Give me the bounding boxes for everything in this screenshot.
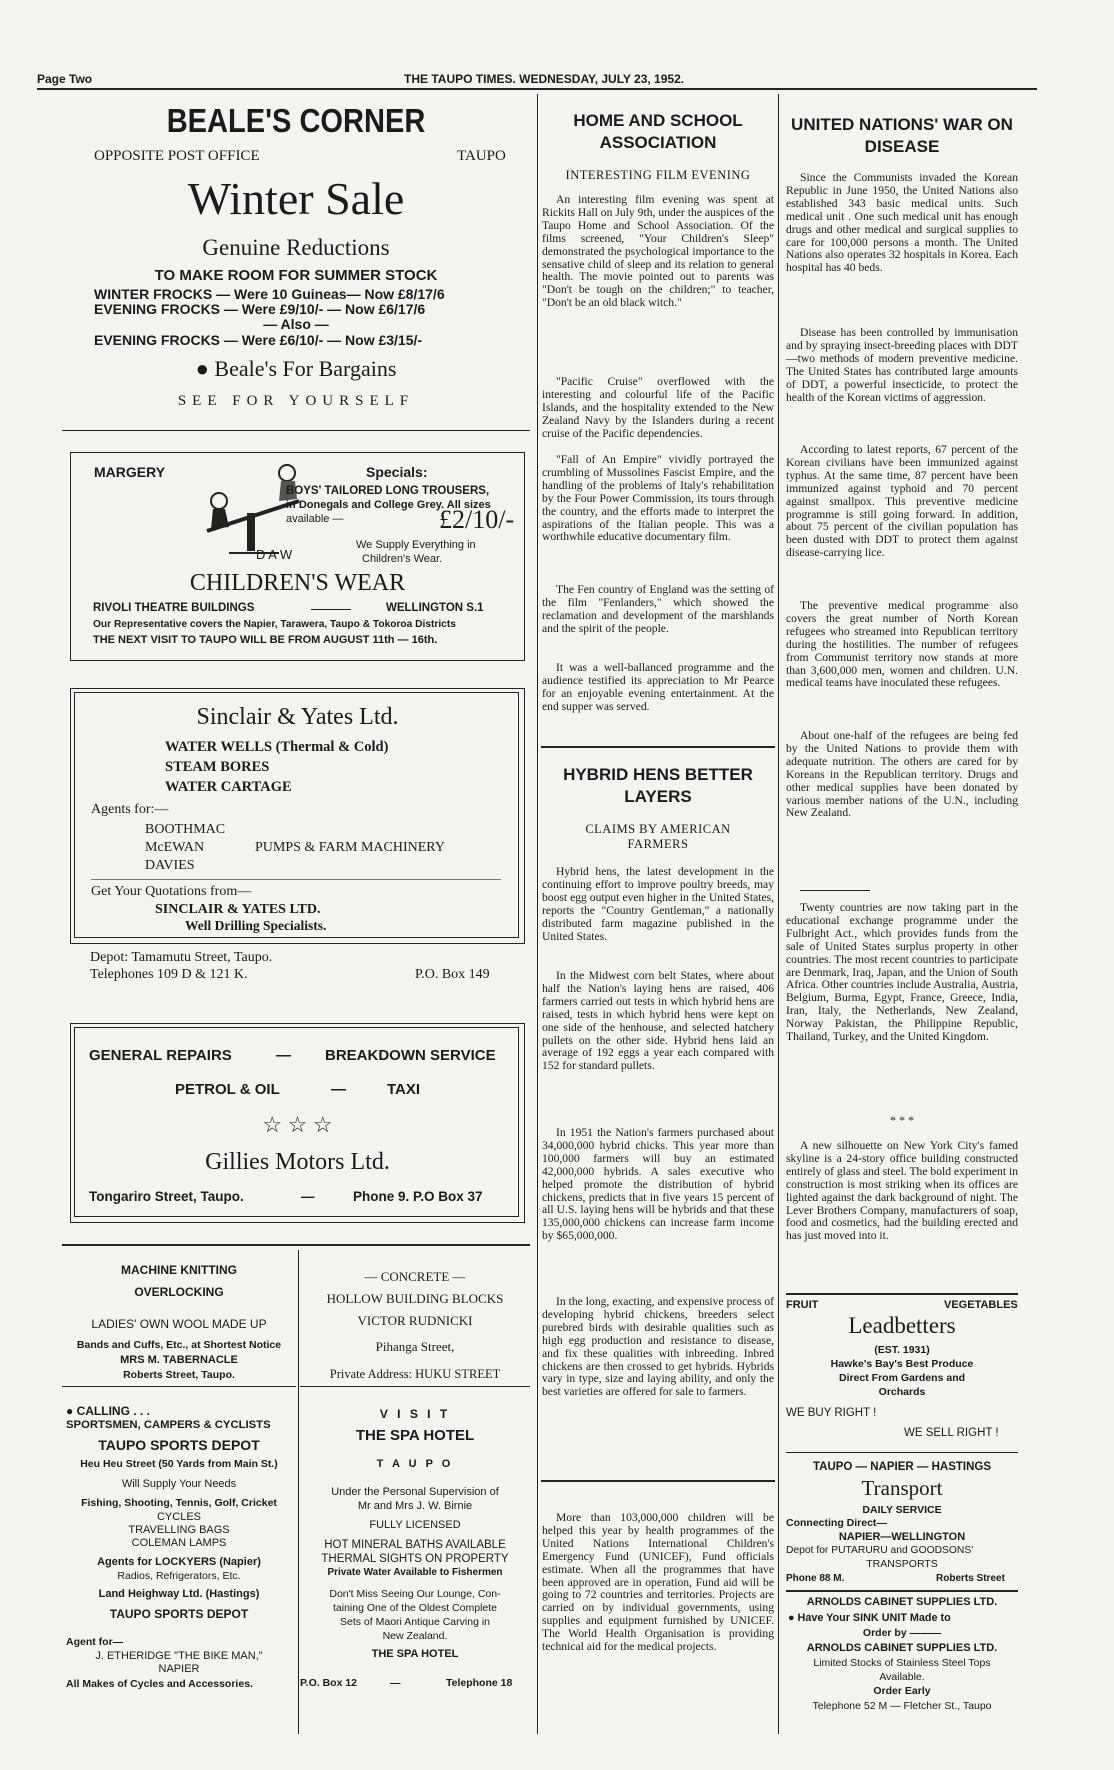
margery-supply1: We Supply Everything in [356,539,476,551]
concrete-ad [300,1256,530,1386]
sports-l4: Heu Heu Street (50 Yards from Main St.) [80,1458,278,1470]
leadbetters-buy: WE BUY RIGHT ! [786,1407,877,1419]
article-title: UNITED NATIONS' WAR ON [791,115,1013,134]
spa-l14: THE SPA HOTEL [371,1648,459,1660]
sinclair-quotes: Get Your Quotations from— [91,884,252,899]
sports-l1: ● CALLING . . . [66,1404,150,1418]
knitting-l5: MRS M. TABERNACLE [120,1354,238,1366]
spa-l7: HOT MINERAL BATHS AVAILABLE [324,1539,506,1551]
article-paragraph: Twenty countries are now taking part in the educational exchange programme under the Fulbright Act., which provides funds from the sale of United States surplus property in other countries. The most recent countries to participate are Denmark, Iraq, Japan, and the Union of South Africa. Other countries include Australia, Austria, Belgium, Burma, Egypt, France, Greece, India, Iran, Italy, the Netherlands, New Zealand, Norway Pakistan, the Philippine Republic, Thailand, Turkey, and the United Kingdom. [786,902,1018,1044]
article-paragraph: "Pacific Cruise" overflowed with the interesting and colourful life of the Pacific Islands, and the hospitality extended to the New Zealand Navy by the Islanders during a recent cruise of the Pacific dependencies. [542,376,774,440]
separator-stars: * * * [890,1113,914,1127]
article-paragraph: About one-half of the refugees are being fed by the United Nations to provide them with adequate nutrition. The others are cared for by Koreans in the Republican territory. Drugs and other medical supplies have been donated by various member nations of the U.N., including New Zealand. [786,730,1018,820]
leadbetters-l1: Hawke's Bay's Best Produce [830,1358,974,1370]
knitting-ad [62,1256,296,1396]
page-header [37,72,1037,86]
spa-l6: FULLY LICENSED [369,1519,461,1531]
arnolds-l2: ● Have Your SINK UNIT Made to [788,1612,951,1624]
spa-l12: Sets of Maori Antique Carving in [340,1616,490,1628]
article-fulbright [786,902,1018,1132]
transport-l6: TRANSPORTS [866,1558,938,1570]
transport-phone: Phone 88 M. [786,1573,845,1584]
sinclair-name: SINCLAIR & YATES LTD. [155,902,321,917]
margery-specials: Specials: [366,464,428,480]
arnolds-l1: ARNOLDS CABINET SUPPLIES LTD. [806,1596,998,1608]
knitting-l4: Bands and Cuffs, Etc., at Shortest Notice [76,1339,282,1351]
article-title: ASSOCIATION [599,133,717,152]
spa-l10: Don't Miss Seeing Our Lounge, Con- [329,1588,501,1600]
gillies-dash: — [331,1081,346,1098]
divider [62,1244,530,1246]
concrete-l3: VICTOR RUDNICKI [357,1313,473,1328]
margery-rivoli: RIVOLI THEATRE BUILDINGS [93,602,255,614]
arnolds-ad [786,1595,1018,1732]
article-title: DISEASE [864,137,940,156]
spa-l5: Mr and Mrs J. W. Birnie [357,1500,473,1512]
sports-l17: All Makes of Cycles and Accessories. [66,1678,253,1690]
article-subtitle: INTERESTING FILM EVENING [565,168,751,182]
divider [786,1590,1018,1592]
sinclair-box: P.O. Box 149 [415,967,490,982]
leadbetters-l2: Direct From Gardens and [838,1372,966,1384]
article-paragraph: In the long, exacting, and expensive process of developing hybrid chickens, breeders select purebred birds with desirable qualities such as high egg production and resistance to disease, and fix these qualities with inbreeding. Inbred chickens are then crossed to get hybrids. Hybrids vary in type, size and laying ability, and only the best varieties are offered for sale to farmers. [542,1296,774,1399]
sports-l14: Agent for— [66,1636,124,1648]
spa-l9: Private Water Available to Fishermen [327,1567,503,1578]
article-paragraph: A new silhouette on New York City's famed skyline is a 24-story office building constructed entirely of glass and steel. The bold experiment in construction is most striking when its offices are lighted against the dark background of night. The Lever Brothers Company, manufacturers of soap, food and cosmetics, had the building erected and has just moved into it. [786,1140,1018,1243]
beales-genuine: Genuine Reductions [202,235,390,260]
article-title: HYBRID HENS BETTER [563,765,753,784]
article-title: HOME AND SCHOOL [573,111,743,130]
article-subtitle: CLAIMS BY AMERICAN [585,822,731,836]
margery-trousers: BOYS' TAILORED LONG TROUSERS, [286,485,490,497]
spa-l4: Under the Personal Supervision of [331,1486,499,1498]
sinclair-agents: Agents for:— [91,802,169,817]
sinclair-specialists: Well Drilling Specialists. [185,918,327,933]
article-hybrid-hens [542,762,774,1472]
arnolds-l5: Limited Stocks of Stainless Steel Tops [813,1657,991,1669]
leadbetters-veg: VEGETABLES [944,1299,1018,1311]
leadbetters-fruit: FRUIT [786,1299,819,1311]
transport-l3: Connecting Direct— [786,1517,887,1529]
sinclair-agent-3: DAVIES [145,858,195,873]
bullet-icon: ● [195,356,215,381]
margery-supply2: Children's Wear. [362,553,443,565]
article-home-school [542,108,774,742]
article-paragraph: "Fall of An Empire" vividly portrayed the crumbling of Mussolines Fascist Empire, and the handling of the problems of Italy's rehabilitation by the Four Power Commission, its tours through the country, and the efforts made to interpret the aspirations of the Italian people. This was a worthwhile educative documentary film. [542,454,774,544]
sinclair-agent-1: BOOTHMAC [145,822,226,837]
column-rule [778,94,779,1734]
transport-street: Roberts Street [936,1573,1005,1584]
article-paragraph: In 1951 the Nation's farmers purchased about 34,000,000 hybrid chicks. This year more than 100,000 farmers will buy an estimated 42,000,000 hybrids. A sales executive who helped promote the distribution of hybrid chickens, predicts that in five years 15 percent of all U.S. laying hens will be hybrids and that these 135,000,000 chickens can increase farm income by $65,000,000. [542,1127,774,1243]
spa-l13: New Zealand. [382,1630,448,1642]
arnolds-l4: ARNOLDS CABINET SUPPLIES LTD. [806,1642,998,1654]
gillies-street: Tongariro Street, Taupo. [89,1189,244,1204]
article-paragraph: An interesting film evening was spent at Rickits Hall on July 9th, under the auspices of the Taupo Home and School Association. Of the films screened, "Your Children's Sleep" demonstrated the psychological importance to the sensative child of sleep and its relation to general health. The movie pointed out to parents was "Don't be tough on the children;" to teacher, "Don't be an old black witch." [542,194,774,310]
concrete-l5: Private Address: HUKU STREET [329,1367,501,1381]
spa-l16: — [390,1677,401,1689]
sports-l2: SPORTSMEN, CAMPERS & CYCLISTS [66,1419,271,1431]
sinclair-cartage: WATER CARTAGE [165,779,292,795]
beales-opposite: OPPOSITE POST OFFICE [94,148,260,164]
knitting-l2: OVERLOCKING [134,1285,224,1299]
divider [62,430,530,431]
sports-l3: TAUPO SPORTS DEPOT [98,1437,260,1453]
sports-l15: J. ETHERIDGE "THE BIKE MAN," [95,1650,263,1662]
gillies-title: Gillies Motors Ltd. [205,1149,390,1175]
article-subtitle: FARMERS [627,837,689,851]
spa-ad [300,1393,530,1733]
article-title: LAYERS [624,787,692,806]
margery-ad [70,452,525,661]
article-paragraph: Disease has been controlled by immunisation and by spraying insect-breeding places with DDT—two methods of modern preventive medicine. The United States has contributed large amounts of DDT, a powerful insecticide, to protect the health of the Korean victims of aggression. [786,327,1018,404]
leadbetters-ad [786,1298,1018,1468]
leadbetters-name: Leadbetters [848,1313,956,1338]
sports-l8: TRAVELLING BAGS [128,1524,230,1536]
sports-l7: CYCLES [156,1511,202,1523]
spa-l11: taining One of the Oldest Complete [332,1602,497,1614]
concrete-l2: HOLLOW BUILDING BLOCKS [326,1291,504,1306]
margery-daw: D A W [256,547,293,562]
transport-ad [786,1460,1018,1585]
sports-l5: Will Supply Your Needs [121,1478,237,1490]
sinclair-agent-2: McEWAN [145,840,205,855]
arnolds-l6: Available. [879,1671,925,1683]
margery-price: £2/10/- [439,505,515,534]
arnolds-l7: Order Early [873,1685,931,1697]
gillies-taxi: TAXI [387,1081,421,1098]
margery-representative: Our Representative covers the Napier, Tarawera, Taupo & Tokoroa Districts [93,619,456,630]
beales-also: — Also — [263,316,329,332]
beales-see: SEE FOR YOURSELF [177,393,415,409]
leadbetters-est: (EST. 1931) [874,1344,930,1356]
transport-l5: Depot for PUTARURU and GOODSONS' [786,1545,974,1556]
gillies-dash: — [301,1189,315,1204]
sinclair-bores: STEAM BORES [165,759,270,775]
sinclair-phones: Telephones 109 D & 121 K. [90,967,248,982]
spa-l17: Telephone 18 [446,1677,513,1689]
article-paragraph: More than 103,000,000 children will be helped this year by health programmes of the United Nations International Children's Emergency Fund (UNICEF), Fund officials estimate. When all the programmes that have been approved are in operation, Fund aid will be going to 72 countries and territories. Projects are carried on by individual governments, using supplies and equipment furnished by UNICEF. The World Health Organisation is providing technical aid for the medical projects. [542,1512,774,1654]
spa-l15: P.O. Box 12 [300,1677,358,1689]
beales-bargains-text: Beale's For Bargains [214,356,397,381]
transport-l2: DAILY SERVICE [862,1504,942,1516]
beales-line1: WINTER FROCKS — Were 10 Guineas— Now £8/17/6 [94,286,445,302]
spa-l3: T A U P O [376,1458,454,1470]
transport-title: Transport [861,1476,943,1500]
sinclair-ad [70,688,525,944]
divider [311,609,351,610]
article-paragraph: The preventive medical programme also covers the great number of North Korean refugees who streamed into Republican territory during the hostilities. The number of refugees from Communist territory now stands at more than 3,600,000 men, women and children. U.N. medical teams have inoculated these refugees. [786,600,1018,690]
transport-l4: NAPIER—WELLINGTON [838,1531,966,1543]
beales-ad [62,96,530,436]
margery-donegals: in Donegals and College Grey. All sizes [286,499,491,511]
article-silhouette [786,1140,1018,1290]
sports-l10: Agents for LOCKYERS (Napier) [97,1556,261,1568]
sinclair-wells: WATER WELLS (Thermal & Cold) [165,739,389,755]
sports-l6: Fishing, Shooting, Tennis, Golf, Cricket [81,1497,277,1509]
divider [541,1480,775,1482]
beales-line3: EVENING FROCKS — Were £6/10/- — Now £3/15/- [94,332,423,348]
beales-town: TAUPO [457,148,506,164]
beales-title: BEALE'S CORNER [166,102,426,139]
divider [541,746,775,748]
divider [786,1452,1018,1453]
beales-sale: Winter Sale [187,173,405,224]
arnolds-l3: Order by ——— [862,1627,942,1639]
sports-ad [62,1393,296,1733]
divider [800,890,870,891]
gillies-breakdown: BREAKDOWN SERVICE [325,1047,496,1064]
arnolds-l8: Telephone 52 M — Fletcher St., Taupo [812,1700,992,1712]
spa-l2: THE SPA HOTEL [355,1427,475,1444]
divider [786,1293,1018,1295]
margery-name: MARGERY [94,464,166,480]
margery-childrens-wear: CHILDREN'S WEAR [189,570,406,596]
article-paragraph: Since the Communists invaded the Korean Republic in June 1950, the United Nations also established 343 basic medical units. Such medical unit . One such medical unit has enough drugs and other medical and surgical supplies to care for 100,000 persons a month. The United Nations also operates 32 hospitals in Korea. Each hospital has 40 beds. [786,172,1018,275]
gillies-ad [70,1023,525,1223]
beales-make-room: TO MAKE ROOM FOR SUMMER STOCK [154,267,438,284]
article-un-disease [786,108,1018,888]
divider [300,1386,530,1387]
masthead: THE TAUPO TIMES. WEDNESDAY, JULY 23, 1952. [404,72,685,86]
margery-next-visit: THE NEXT VISIT TO TAUPO WILL BE FROM AUGUST 11th — 16th. [93,634,438,646]
knitting-l6: Roberts Street, Taupo. [123,1369,235,1381]
gillies-repairs: GENERAL REPAIRS [89,1047,232,1064]
leadbetters-sell: WE SELL RIGHT ! [904,1427,999,1439]
article-paragraph: The Fen country of England was the setting of the film "Fenlanders," which showed the reclamation and development of the marshlands and the spirit of the people. [542,584,774,635]
leadbetters-l3: Orchards [878,1386,926,1398]
gillies-phone: Phone 9. P.O Box 37 [353,1189,483,1204]
margery-available: available — [286,513,344,525]
sports-l12: Land Heighway Ltd. (Hastings) [98,1588,260,1600]
sports-l9: COLEMAN LAMPS [131,1537,227,1549]
star-icons: ☆ ☆ ☆ [262,1112,333,1137]
column-rule [298,1250,299,1734]
header-rule [37,88,1037,90]
sports-l11: Radios, Refrigerators, Etc. [117,1570,241,1582]
page-number: Page Two [37,72,93,86]
beales-bargains [62,358,530,380]
divider [62,1386,296,1387]
column-rule [537,94,538,1734]
sinclair-depot: Depot: Tamamutu Street, Taupo. [90,950,273,965]
article-paragraph: According to latest reports, 67 percent of the Korean civilians have been immunized against typhus. At the same time, 87 percent have been immunized against typhoid and 70 percent against smallpox. This preventive medicine programme is still going forward. In addition, about 75 percent of the civilian population has been dusted with DDT to protect them against disease-carrying lice. [786,444,1018,560]
sinclair-title: Sinclair & Yates Ltd. [196,704,399,730]
divider [91,879,501,880]
article-paragraph: Hybrid hens, the latest development in the continuing effort to improve poultry breeds, may boost egg output even higher in the United States, reports the "Country Gentleman," a nationally distributed farm magazine published in the United States. [542,866,774,943]
gillies-dash: — [276,1047,291,1064]
sinclair-pumps: PUMPS & FARM MACHINERY [255,840,445,855]
gillies-petrol: PETROL & OIL [175,1081,280,1098]
article-paragraph: In the Midwest corn belt States, where about half the Nation's laying hens are raised, 406 farmers carried out tests in which hybrid hens are raised, tests in which hybrid hens were kept on one side of the henhouse, and selected hatchery pullets on the other side. Hybrid hens laid an average of 192 eggs a year each compared with 152 for standard pullets. [542,970,774,1073]
concrete-l1: — CONCRETE — [364,1269,466,1284]
beales-line2: EVENING FROCKS — Were £9/10/- — Now £6/17/6 [94,301,426,317]
sports-l16: NAPIER [158,1663,200,1675]
seesaw-children-illustration [199,461,309,561]
spa-l8: THERMAL SIGHTS ON PROPERTY [321,1553,509,1565]
spa-l1: V I S I T [379,1407,451,1421]
knitting-l3: LADIES' OWN WOOL MADE UP [91,1317,267,1331]
sports-l13: TAUPO SPORTS DEPOT [109,1607,249,1621]
article-paragraph: It was a well-ballanced programme and the audience testified its appreciation to Mr Pearce for an enjoyable evening entertainment. At the end supper was served. [542,662,774,713]
article-unicef [542,1512,774,1732]
transport-l1: TAUPO — NAPIER — HASTINGS [812,1461,992,1473]
knitting-l1: MACHINE KNITTING [121,1263,237,1277]
concrete-l4: Pihanga Street, [375,1339,455,1354]
margery-wellington: WELLINGTON S.1 [386,602,484,614]
